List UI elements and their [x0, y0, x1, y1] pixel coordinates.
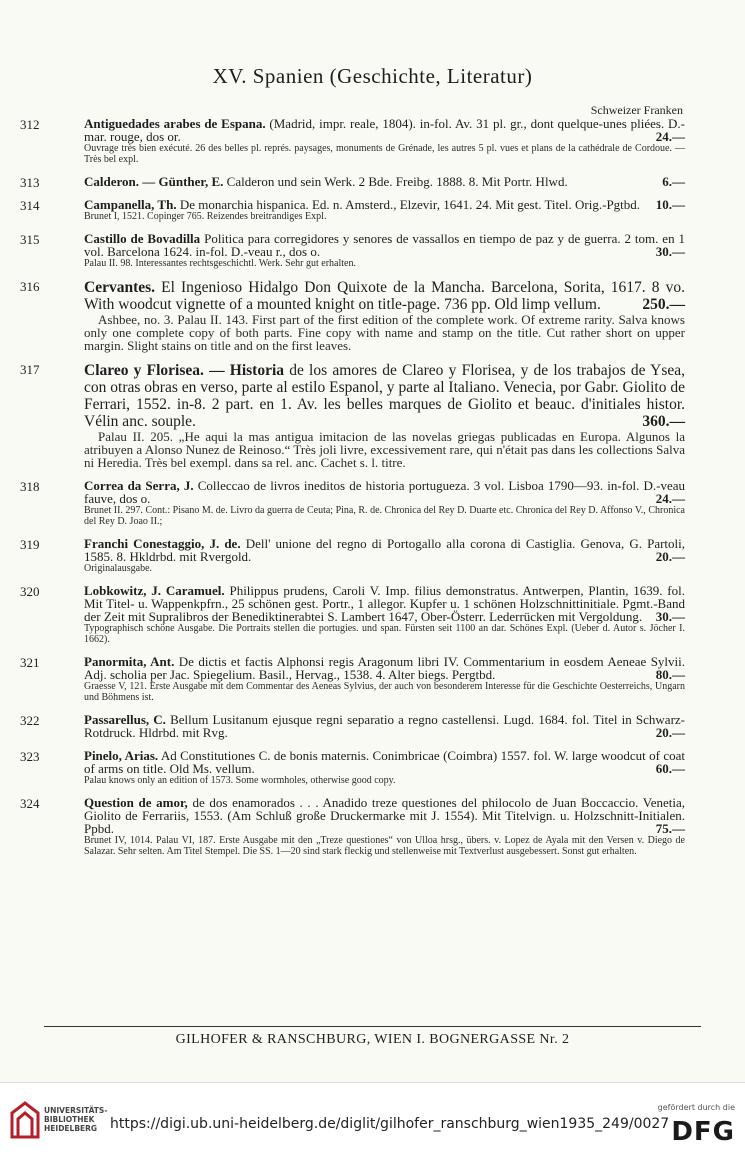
- catalog-entry: [20, 748, 685, 786]
- entry-note: Graesse V, 121. Erste Ausgabe mit dem Commentar des Aeneas Sylvius, der auch von besonderem Interesse für die Geschichte Oesterreichs, Ungarn und Böhmens ist.: [84, 681, 685, 703]
- entry-description: [84, 537, 685, 563]
- entry-description: [84, 584, 685, 623]
- entry-author: Correa da Serra, J.: [84, 478, 194, 493]
- entry-number: 312: [20, 117, 40, 132]
- entry-description: [84, 479, 685, 505]
- catalog-entry: [20, 536, 685, 574]
- entry-author: Pinelo, Arias.: [84, 748, 159, 763]
- entry-author: Cervantes.: [84, 279, 156, 296]
- entry-text: Ad Constitutiones C. de bonis maternis. Conimbricae (Coimbra) 1557. fol. W. large woodcut of coat of arms on title. Old Ms. vellum.: [84, 748, 685, 776]
- entry-number: 320: [20, 584, 40, 599]
- entry-price: 75.—: [655, 821, 685, 836]
- entry-text: Bellum Lusitanum ejusque regni separatio a regno castellensi. Lugd. 1684. fol. Titel in Schwarz-Rotdruck. Hldrbd. mit Rvg.: [84, 712, 685, 740]
- entry-description: [84, 117, 685, 143]
- catalog-entry: [20, 279, 686, 353]
- entry-text: de dos enamorados . . . Anadido treze questiones del philocolo de Juan Boccaccio. Venetia, Giolito de Ferrariis, 1553. (Am Schluß große Druckermarke mit J. 1554). Mit Titelvign. u. Holzschnitt-Initialen. Ppbd.: [84, 795, 686, 836]
- library-name-line2: BIBLIOTHEK: [44, 1115, 95, 1124]
- entry-text: De dictis et factis Alphonsi regis Aragonum libri IV. Commentarium in eosdem Aeneae Sylvii. Adj. scholia per Jac. Spiegelium. Basil., Hervag., 1538. 4. Alter biegs. Pergtbd.: [84, 654, 686, 682]
- entry-price: 60.—: [655, 761, 685, 776]
- entry-number: 318: [20, 479, 40, 494]
- catalog-entry: [20, 174, 685, 190]
- entry-number: 324: [20, 796, 40, 811]
- entry-description: [84, 232, 685, 258]
- library-name-line3: HEIDELBERG: [44, 1124, 98, 1133]
- entry-author: Passarellus, C.: [84, 712, 166, 727]
- entry-number: 314: [20, 198, 40, 213]
- currency-label: Schweizer Franken: [590, 103, 683, 117]
- entry-note: Palau II. 205. „He aqui la mas antigua imitacion de las novelas griegas publicadas en Europa. Algunos la atribuyen a Alonso Nunez de Reinoso.“ Très joli livre, excessivement rare, qui n'était pas dans les collections Salva ni Heredia. Très bel exempl. dans sa rel. anc. Cachet s. l. titre.: [84, 429, 685, 470]
- entry-price: 30.—: [655, 244, 685, 259]
- entry-note: Ouvrage très bien exécuté. 26 des belles pl. représ. paysages, monuments de Grénade, les autres 5 pl. vues et plans de la cathédrale de Cordoue. — Très bel expl.: [84, 143, 685, 165]
- entry-price: 24.—: [655, 129, 685, 144]
- entry-text: El Ingenioso Hidalgo Don Quixote de la Mancha. Barcelona, Sorita, 1617. 8 vo. With woodcut vignette of a mounted knight on title-page. 736 pp. Old limp vellum.: [84, 279, 686, 313]
- catalog-entry: [20, 116, 685, 165]
- entry-price: 250.—: [642, 296, 685, 313]
- entry-note: Palau knows only an edition of 1573. Some wormholes, otherwise good copy.: [84, 775, 396, 786]
- catalog-entry: [20, 712, 685, 740]
- funder-label: gefördert durch die: [657, 1103, 735, 1112]
- entry-text: Calderon und sein Werk. 2 Bde. Freibg. 1888. 8. Mit Portr. Hlwd.: [226, 174, 568, 189]
- entry-price: 24.—: [655, 491, 685, 506]
- entry-author: Franchi Conestaggio, J. de.: [84, 536, 241, 551]
- university-library-logo-icon[interactable]: [8, 1099, 42, 1141]
- entry-note: Brunet I, 1521. Copinger 765. Reizendes breitrandiges Expl.: [84, 211, 327, 222]
- entry-description: [84, 362, 685, 430]
- entry-author: Question de amor,: [84, 795, 188, 810]
- entry-author: Panormita, Ant.: [84, 654, 175, 669]
- library-name-line1: UNIVERSITÄTS-: [44, 1106, 108, 1115]
- entry-price: 30.—: [655, 609, 685, 624]
- catalog-entry: [20, 654, 686, 703]
- page-title: XV. Spanien (Geschichte, Literatur): [212, 64, 533, 88]
- entry-text: Politica para corregidores y senores de vassallos en tiempo de paz y de guerra. 2 tom. en 1 vol. Barcelona 1624. in-fol. D.-veau r., dos o.: [84, 231, 685, 259]
- entry-description: [84, 749, 685, 775]
- entry-note: Ashbee, no. 3. Palau II. 143. First part of the first edition of the complete work. Of extreme rarity. Salva knows only one complete copy of both parts. Fine copy with name and stamp on the title. Cut rather short on upper margin. Slight stains on title and on the first leaves.: [84, 312, 685, 353]
- entry-price: 20.—: [655, 549, 685, 564]
- entry-note: Brunet IV, 1014. Palau VI, 187. Erste Ausgabe mit den „Treze questiones“ von Ulloa hrsg., übers. v. Lopez de Ayala mit den Versen v. Diego de Salazar. Sehr selten. Am Titel Stempel. Die SS. 1—20 sind stark fleckig und stellenweise mit Textverlust ausgebessert. Sonst gut erhalten.: [84, 835, 685, 857]
- entry-number: 323: [20, 749, 40, 764]
- viewer-bar: [0, 1082, 745, 1157]
- entry-note: Brunet II. 297. Cont.: Pisano M. de. Livro da guerra de Ceuta; Pina, R. de. Chronica del Rey D. Duarte etc. Chronica del Rey D. Affonso V., Chronica del Rey D. Joao II.;: [84, 505, 685, 527]
- entry-description: [84, 175, 685, 188]
- entry-author: Calderon. — Günther, E.: [84, 174, 224, 189]
- entry-description: [84, 713, 685, 739]
- entry-price: 6.—: [662, 174, 685, 189]
- entry-description: [84, 198, 685, 211]
- catalog-entry: [20, 795, 686, 857]
- catalog-entry: [20, 478, 686, 527]
- entry-price: 360.—: [642, 413, 685, 430]
- entry-number: 315: [20, 232, 40, 247]
- library-name: [44, 1106, 107, 1133]
- entry-number: 316: [20, 279, 40, 294]
- entry-list: [20, 116, 686, 867]
- entry-author: Antiguedades arabes de Espana.: [84, 116, 266, 131]
- entry-number: 321: [20, 655, 40, 670]
- catalog-entry: [20, 362, 686, 470]
- entry-author: Castillo de Bovadilla: [84, 231, 201, 246]
- dfg-logo-icon[interactable]: DFG: [671, 1117, 735, 1147]
- entry-author: Lobkowitz, J. Caramuel.: [84, 583, 225, 598]
- entry-text: Dell' unione del regno di Portogallo alla corona di Castiglia. Genova, G. Partoli, 1585. 8. Hkldrbd. mit Rvergold.: [84, 536, 685, 564]
- entry-text: Colleccao de livros ineditos de historia portugueza. 3 vol. Lisboa 1790—93. in-fol. D.-veau fauve, dos o.: [84, 478, 686, 506]
- entry-price: 80.—: [655, 667, 685, 682]
- entry-text: de los amores de Clareo y Florisea, y de los trabajos de Ysea, con otras obras en verso, parte al estilo Espanol, y parte al Italiano. Venecia, por Gabr. Giolito de Ferrari, 1552. in-8. 2 part. en 1. Av. les belles marques de Giolito et beauc. d'initiales histor. Vélin anc. souple.: [84, 362, 686, 430]
- entry-number: 319: [20, 537, 40, 552]
- entry-number: 313: [20, 175, 40, 190]
- publisher-footer: GILHOFER & RANSCHBURG, WIEN I. BOGNERGASSE Nr. 2: [44, 1026, 701, 1048]
- entry-number: 317: [20, 362, 40, 377]
- entry-description: [84, 796, 685, 835]
- entry-text: (Madrid, impr. reale, 1804). in-fol. Av. 31 pl. gr., dont quelque-unes pliées. D.-mar. rouge, dos or.: [84, 116, 685, 144]
- catalog-entry: [20, 583, 685, 645]
- entry-description: [84, 279, 685, 313]
- catalog-entry: [20, 197, 685, 222]
- entry-text: De monarchia hispanica. Ed. n. Amsterd., Elzevir, 1641. 24. Mit gest. Titel. Orig.-Pgtbd.: [179, 197, 641, 212]
- entry-author: Campanella, Th.: [84, 197, 177, 212]
- entry-description: [84, 655, 685, 681]
- entry-number: 322: [20, 713, 40, 728]
- entry-price: 20.—: [655, 725, 685, 740]
- entry-note: Typographisch schöne Ausgabe. Die Portraits stellen die portugies. und span. Fürsten seit 1100 an dar. Schönes Expl. (Ueber d. Autor s. Jöcher I. 1662).: [84, 623, 685, 645]
- entry-price: 10.—: [655, 197, 685, 212]
- entry-text: Philippus prudens, Caroli V. Imp. filius demonstratus. Antwerpen, Plantin, 1639. fol. Mit Titel- u. Wappenkpfrn., 25 schönen gest. Portr., 1 allegor. Kupfer u. 1 schönen Holzschnittinitiale. Pgmt.-Band der Zeit mit Supralibros der Benediktinerabtei S. Lambert 1647, Ober-Österr. Lederrücken mit Vergoldung.: [84, 583, 685, 624]
- entry-note: Originalausgabe.: [84, 563, 153, 574]
- catalog-entry: [20, 231, 685, 269]
- entry-note: Palau II. 98. Interessantes rechtsgeschichtl. Werk. Sehr gut erhalten.: [84, 258, 356, 269]
- entry-author: Clareo y Florisea. — Historia: [84, 362, 285, 379]
- permalink-url[interactable]: https://digi.ub.uni-heidelberg.de/diglit/gilhofer_ranschburg_wien1935_249/0027: [110, 1116, 670, 1132]
